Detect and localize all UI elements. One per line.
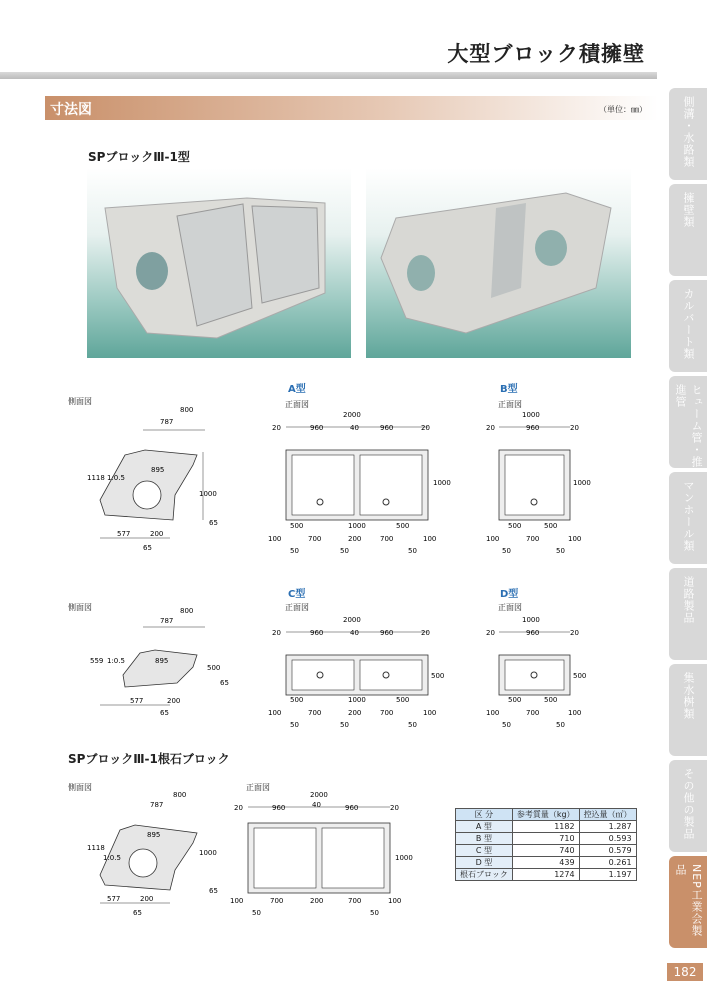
table-row	[456, 833, 637, 845]
side-view-drawing-ab	[85, 400, 235, 560]
front-view-label: 正面図	[498, 400, 522, 409]
dim-500: 500	[544, 522, 558, 530]
table-cell: B 型	[456, 833, 513, 845]
dim-100: 100	[268, 535, 282, 543]
dim-200: 200	[348, 709, 362, 717]
dim-50: 50	[252, 909, 261, 917]
tab-label: その他の製品	[682, 768, 695, 840]
tab-label: 側溝・水路類	[682, 96, 695, 168]
dim-1000: 1000	[348, 522, 366, 530]
tab-nep-products[interactable]	[669, 856, 707, 948]
dim-65: 65	[209, 519, 218, 527]
table-cell: 0.261	[579, 857, 636, 869]
dim-800: 800	[173, 791, 187, 799]
dim-20: 20	[486, 424, 495, 432]
table-cell: 0.593	[579, 833, 636, 845]
dim-20: 20	[486, 629, 495, 637]
dim-200: 200	[140, 895, 154, 903]
dim-65: 65	[143, 544, 152, 552]
dim-700: 700	[270, 897, 284, 905]
front-view-base	[230, 785, 413, 920]
table-cell: 1.287	[579, 821, 636, 833]
dim-500: 500	[573, 672, 587, 680]
dim-50: 50	[340, 547, 349, 555]
dim-559: 559	[90, 657, 104, 665]
table-row	[456, 869, 637, 881]
dim-50: 50	[290, 547, 299, 555]
reference-table	[455, 808, 637, 881]
dim-65: 65	[160, 709, 169, 717]
page-number: 182	[667, 963, 703, 981]
tab-catch-basin[interactable]	[669, 664, 707, 756]
dim-960: 960	[526, 629, 540, 637]
table-cell: D 型	[456, 857, 513, 869]
table-cell: 0.579	[579, 845, 636, 857]
dim-65: 65	[209, 887, 218, 895]
dim-100: 100	[486, 709, 500, 717]
product-title-2: SPブロックⅢ-1根石ブロック	[68, 752, 230, 766]
dim-50: 50	[408, 721, 417, 729]
side-view-label: 側面図	[68, 397, 92, 406]
tab-label: 集水桝類	[682, 672, 695, 720]
table-cell: 1182	[512, 821, 579, 833]
dim-slope: 1:0.5	[107, 657, 125, 665]
dim-577: 577	[107, 895, 121, 903]
tab-label: 道路製品	[682, 576, 695, 624]
dim-100: 100	[568, 535, 582, 543]
dim-787: 787	[160, 617, 174, 625]
dim-slope: 1:0.5	[107, 474, 125, 482]
front-view-a	[268, 405, 451, 555]
table-row	[456, 821, 637, 833]
dim-200: 200	[348, 535, 362, 543]
dim-960: 960	[526, 424, 540, 432]
table-header-row	[456, 809, 637, 821]
product-photo-rear	[366, 168, 631, 358]
dim-50: 50	[408, 547, 417, 555]
dim-500: 500	[508, 696, 522, 704]
section-bar	[45, 96, 658, 120]
dim-500: 500	[431, 672, 445, 680]
front-view-label: 正面図	[285, 603, 309, 612]
dim-800: 800	[180, 607, 194, 615]
dim-960: 960	[345, 804, 359, 812]
dim-787: 787	[160, 418, 174, 426]
front-view-label: 正面図	[498, 603, 522, 612]
dim-200: 200	[167, 697, 181, 705]
product-title-1: SPブロックⅢ-1型	[88, 150, 190, 164]
dim-960: 960	[380, 424, 394, 432]
dim-2000: 2000	[310, 791, 328, 799]
dim-200: 200	[310, 897, 324, 905]
dim-500: 500	[396, 522, 410, 530]
dim-65: 65	[220, 679, 229, 687]
table-cell: 1274	[512, 869, 579, 881]
dim-100: 100	[568, 709, 582, 717]
front-view-c	[268, 610, 443, 732]
dim-20: 20	[272, 424, 281, 432]
dim-700: 700	[380, 709, 394, 717]
dim-100: 100	[230, 897, 244, 905]
tab-manhole[interactable]	[669, 472, 707, 564]
front-view-label: 正面図	[246, 783, 270, 792]
table-row	[456, 845, 637, 857]
dim-1000: 1000	[199, 490, 217, 498]
table-header: 控込量（㎥）	[579, 809, 636, 821]
tab-label: ヒューム管・推進管	[674, 384, 703, 468]
dim-2000: 2000	[343, 616, 361, 624]
tab-other-products[interactable]	[669, 760, 707, 852]
dim-960: 960	[310, 424, 324, 432]
side-view-drawing-base	[85, 785, 235, 920]
dim-40: 40	[312, 801, 321, 809]
dim-800: 800	[180, 406, 194, 414]
table-cell: 740	[512, 845, 579, 857]
dim-700: 700	[380, 535, 394, 543]
tab-label: カルバート類	[682, 288, 695, 360]
dim-700: 700	[348, 897, 362, 905]
dim-700: 700	[308, 709, 322, 717]
dim-100: 100	[486, 535, 500, 543]
tab-label: マンホール類	[682, 480, 695, 552]
tab-culvert[interactable]	[669, 280, 707, 372]
dim-500: 500	[544, 696, 558, 704]
dim-65: 65	[133, 909, 142, 917]
table-cell: C 型	[456, 845, 513, 857]
tab-retaining-wall[interactable]	[669, 184, 707, 276]
dim-200: 200	[150, 530, 164, 538]
dim-20: 20	[272, 629, 281, 637]
table-cell: 439	[512, 857, 579, 869]
type-c-label: C型	[288, 589, 306, 600]
dim-50: 50	[340, 721, 349, 729]
unit-note: （単位：㎜）	[599, 105, 647, 114]
table-cell: 710	[512, 833, 579, 845]
dim-20: 20	[390, 804, 399, 812]
dim-577: 577	[130, 697, 144, 705]
dim-960: 960	[272, 804, 286, 812]
dim-100: 100	[268, 709, 282, 717]
type-d-label: D型	[500, 589, 519, 600]
dim-2000: 2000	[343, 411, 361, 419]
table-row	[456, 857, 637, 869]
dim-100: 100	[388, 897, 402, 905]
dim-1000: 1000	[522, 616, 540, 624]
dim-895: 895	[147, 831, 161, 839]
type-b-label: B型	[500, 384, 518, 395]
side-view-drawing-cd	[85, 605, 235, 715]
dim-895: 895	[155, 657, 169, 665]
dim-960: 960	[310, 629, 324, 637]
dim-500: 500	[290, 522, 304, 530]
front-view-b	[484, 405, 591, 555]
dim-50: 50	[370, 909, 379, 917]
dim-1118: 1118	[87, 474, 105, 482]
tab-label: 擁壁類	[682, 192, 695, 228]
dim-787: 787	[150, 801, 164, 809]
page-title: 大型ブロック積擁壁	[447, 42, 645, 66]
dim-577: 577	[117, 530, 131, 538]
dim-500: 500	[396, 696, 410, 704]
table-cell: 根石ブロック	[456, 869, 513, 881]
dim-20: 20	[570, 424, 579, 432]
dim-500: 500	[207, 664, 221, 672]
dim-100: 100	[423, 535, 437, 543]
dim-40: 40	[350, 629, 359, 637]
table-header: 参考質量（kg）	[512, 809, 579, 821]
dim-50: 50	[556, 721, 565, 729]
dim-20: 20	[421, 424, 430, 432]
product-photo-front	[87, 168, 351, 358]
header-rule	[0, 72, 657, 79]
dim-slope: 1:0.5	[103, 854, 121, 862]
dim-1000: 1000	[199, 849, 217, 857]
dim-1000: 1000	[522, 411, 540, 419]
tab-road-products[interactable]	[669, 568, 707, 660]
table-cell: 1.197	[579, 869, 636, 881]
tab-side-ditch[interactable]	[669, 88, 707, 180]
dim-1000: 1000	[395, 854, 413, 862]
dim-960: 960	[380, 629, 394, 637]
dim-50: 50	[290, 721, 299, 729]
dim-20: 20	[234, 804, 243, 812]
front-view-d	[484, 610, 587, 732]
section-title: 寸法図	[50, 102, 92, 118]
dim-100: 100	[423, 709, 437, 717]
dim-50: 50	[556, 547, 565, 555]
tab-label: NEP工業会製品	[674, 864, 703, 937]
tab-hume-pipe[interactable]	[669, 376, 707, 468]
table-cell: A 型	[456, 821, 513, 833]
dim-895: 895	[151, 466, 165, 474]
dim-20: 20	[570, 629, 579, 637]
dim-1000: 1000	[348, 696, 366, 704]
dim-700: 700	[526, 709, 540, 717]
dim-700: 700	[308, 535, 322, 543]
front-view-label: 正面図	[285, 400, 309, 409]
table-header: 区 分	[456, 809, 513, 821]
dim-1118: 1118	[87, 844, 105, 852]
side-view-label: 側面図	[68, 603, 92, 612]
dim-40: 40	[350, 424, 359, 432]
dim-50: 50	[502, 547, 511, 555]
dim-1000: 1000	[433, 479, 451, 487]
dim-20: 20	[421, 629, 430, 637]
side-view-label: 側面図	[68, 783, 92, 792]
dim-1000: 1000	[573, 479, 591, 487]
type-a-label: A型	[288, 384, 306, 395]
dim-500: 500	[290, 696, 304, 704]
dim-700: 700	[526, 535, 540, 543]
dim-50: 50	[502, 721, 511, 729]
dim-500: 500	[508, 522, 522, 530]
